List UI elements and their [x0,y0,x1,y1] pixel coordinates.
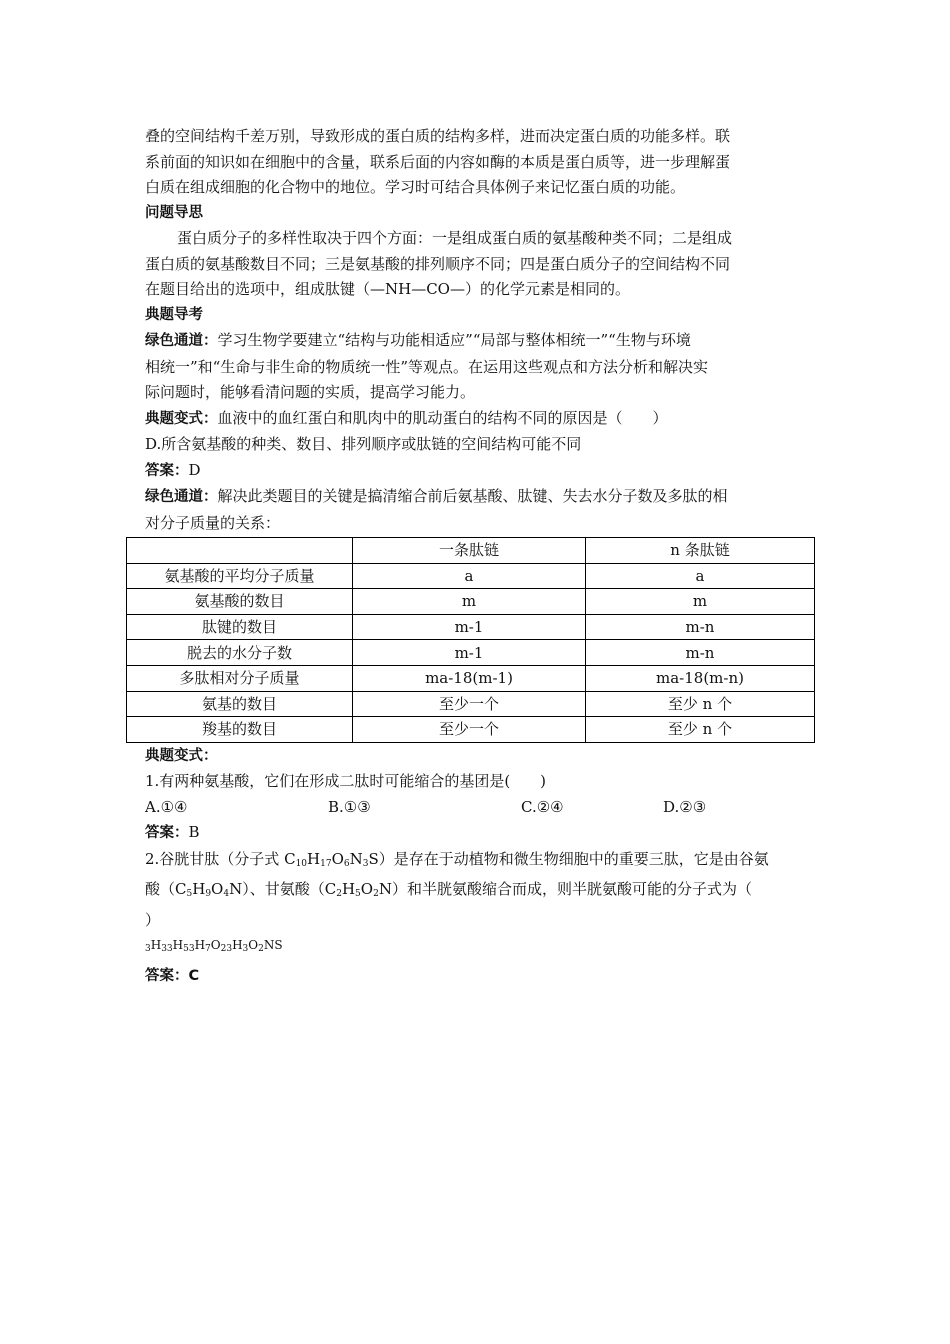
answer-value: D [188,460,201,479]
intro-line-2: 系前面的知识如在细胞中的含量，联系后面的内容如酶的本质是蛋白质等，进一步理解蛋 [145,152,731,171]
green-channel-text: 解决此类题目的关键是搞清缩合前后氨基酸、肽键、失去水分子数及多肽的相 [217,487,728,505]
table-cell: 肽键的数目 [127,614,353,640]
formula-sub: 3 [242,944,249,955]
green-channel-text: 学习生物学要建立“结构与功能相适应”“局部与整体相统一”“生物与环境 [217,331,691,349]
table-row [127,640,815,666]
table-cell: m-1 [353,640,586,666]
formula-text: O [248,938,259,953]
formula-line [145,933,810,963]
option-d: D.②③ [663,797,707,816]
table-cell: 多肽相对分子质量 [127,665,353,691]
formula-text: O [210,938,221,953]
formula-text: H [232,938,243,953]
questions-line-1: 蛋白质分子的多样性取决于四个方面：一是组成蛋白质的氨基酸种类不同；二是组成 [177,229,733,247]
table-cell: m-1 [353,614,586,640]
answer-1 [145,458,810,485]
green-channel-label: 绿色通道： [145,489,218,505]
q2-text: H [307,849,321,868]
formula-text: H [194,938,206,953]
formula-sub: 53 [183,944,195,955]
q2-sub: 2 [373,889,379,900]
q2-sub: 17 [320,858,332,869]
table-cell: a [353,563,586,589]
table-header-cell: 一条肽链 [353,538,586,564]
q2-text: N）、甘氨酸（C [229,880,337,899]
q2-text: H [341,880,356,899]
table-cell: 氨基酸的数目 [127,589,353,615]
answer-label: 答案： [145,825,189,842]
green-channel-2-line-2: 对分子质量的关系： [145,513,281,532]
table-cell: 至少一个 [353,691,586,717]
table-header-row [127,538,815,564]
variant-text: 血液中的血红蛋白和肌肉中的肌动蛋白的结构不同的原因是（ ） [217,408,668,427]
table-cell: m [586,589,815,615]
option-a: A.①④ [145,797,188,816]
question-2-line-3: ） [145,910,161,929]
formula-sub: 3 [145,944,151,955]
questions-line-3: 在题目给出的选项中，组成肽键（—NH—CO—）的化学元素是相同的。 [145,280,630,298]
option-c: C.②④ [521,797,564,816]
q2-text: 酸（C [145,880,187,899]
table-cell: 氨基的数目 [127,691,353,717]
table-row [127,614,815,640]
table-cell: 至少一个 [353,717,586,743]
intro-line-1: 叠的空间结构千差万别，导致形成的蛋白质的结构多样，进而决定蛋白质的功能多样。联 [145,127,731,145]
q2-sub: 3 [362,858,369,869]
table-row [127,563,815,589]
q2-text: S）是存在于动植物和微生物细胞中的重要三肽，它是由谷氨 [368,849,769,868]
formula-sub: 2 [258,944,264,955]
table-cell: 羧基的数目 [127,717,353,743]
table-cell: 至少 n 个 [586,717,815,743]
green-channel-1-line-1 [145,328,810,355]
table-cell: a [586,563,815,589]
option-b: B.①③ [328,797,371,816]
green-channel-2-line-1 [145,484,810,511]
intro-line-3: 白质在组成细胞的化合物中的地位。学习时可结合具体例子来记忆蛋白质的功能。 [145,178,686,196]
table-row [127,589,815,615]
table-header-cell: n 条肽链 [586,538,815,564]
q2-text: N [349,849,363,868]
q2-text: N）和半胱氨酸缩合而成，则半胱氨酸可能的分子式为（ [378,880,752,899]
green-channel-1-line-3: 际问题时，能够看清问题的实质，提高学习能力。 [145,383,476,401]
q2-text: O [211,880,224,899]
table-cell: ma-18(m-1) [353,665,586,691]
table-header-cell [127,538,353,564]
question-1-options [145,795,810,821]
answer-2 [145,820,810,847]
questions-line-2: 蛋白质的氨基酸数目不同；三是氨基酸的排列顺序不同；四是蛋白质分子的空间结构不同 [145,254,731,273]
variant-question [145,406,810,433]
table-cell: m-n [586,640,815,666]
table-cell: m [353,589,586,615]
table-row [127,665,815,691]
answer-value: B [188,823,200,842]
q2-sub: 10 [295,858,308,869]
formula-text: NS [263,938,283,953]
table-row [127,691,815,717]
section-heading-variants: 典题变式： [145,747,218,764]
answer-label: 答案： [145,967,189,984]
table-row [127,717,815,743]
table-cell: 脱去的水分子数 [127,640,353,666]
formula-text: H [150,938,162,953]
question-1: 1.有两种氨基酸，它们在形成二肽时可能缩合的基团是( ) [145,772,547,791]
option-d: D.所含氨基酸的种类、数目、排列顺序或肽链的空间结构可能不同 [145,435,582,453]
table-cell: ma-18(m-n) [586,665,815,691]
table-cell: 至少 n 个 [586,691,815,717]
q2-sub: 6 [343,858,350,869]
q2-sub: 2 [336,889,342,900]
answer-3 [145,963,810,990]
formula-sub: 7 [205,944,211,955]
section-heading-questions: 问题导思 [145,204,203,221]
document-body [145,124,810,989]
green-channel-1-line-2: 相统一”和“生命与非生命的物质统一性”等观点。在运用这些观点和方法分析和解决实 [145,357,709,376]
answer-value: C [188,967,200,984]
section-heading-examples: 典题导考 [145,306,203,323]
variant-label: 典题变式： [145,410,218,427]
q2-text: O [360,880,374,899]
formula-sub: 23 [220,944,233,955]
table-cell: m-n [586,614,815,640]
q2-sub: 9 [205,889,212,900]
q2-sub: 5 [186,889,193,900]
q2-sub: 5 [355,889,361,900]
question-2-line-1 [145,847,810,878]
q2-text: 2.谷胱甘肽（分子式 C [145,849,296,868]
q2-text: O [331,849,344,868]
green-channel-label: 绿色通道： [145,333,218,349]
question-2-line-2 [145,877,810,908]
formula-text: H [172,938,184,953]
formula-sub: 33 [161,944,173,955]
peptide-table [126,537,815,743]
answer-label: 答案： [145,462,189,479]
table-cell: 氨基酸的平均分子质量 [127,563,353,589]
q2-sub: 4 [223,889,230,900]
q2-text: H [192,880,206,899]
